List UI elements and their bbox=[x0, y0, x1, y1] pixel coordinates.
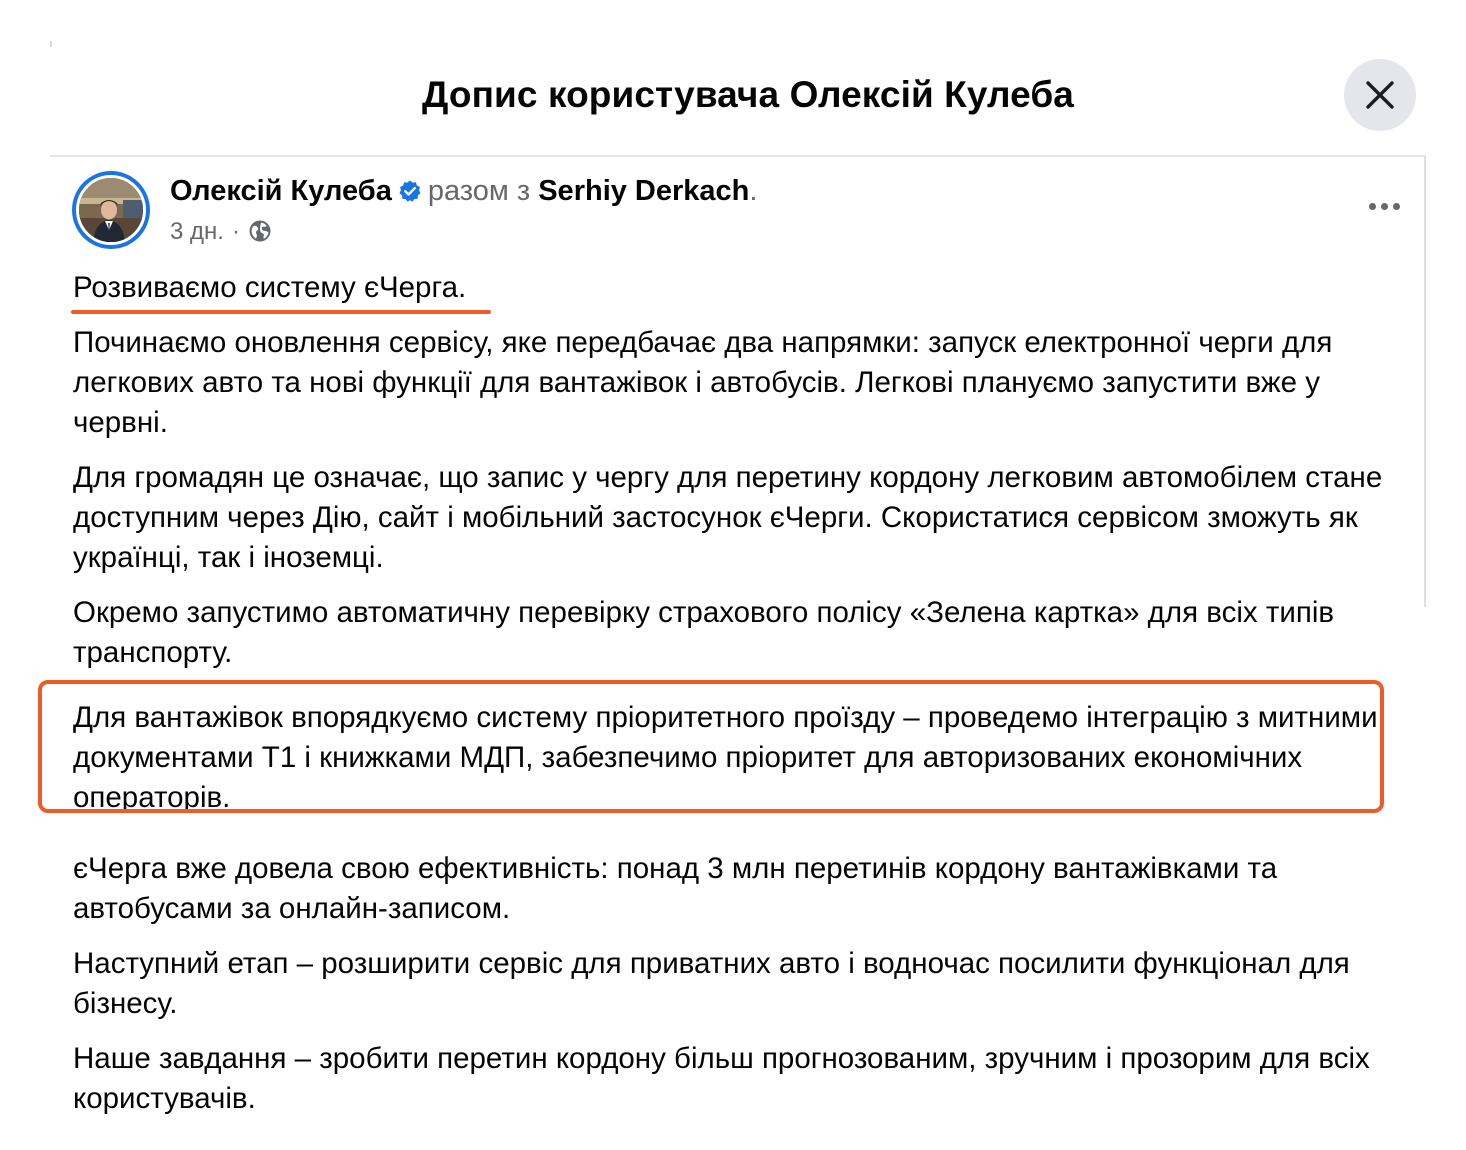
post-paragraph: Починаємо оновлення сервісу, яке передбачає два напрямки: запуск електронної черги для легкових авто та нові функції для вантажівок і автобусів. Легкові плануємо запустити вже у червні. bbox=[73, 326, 1333, 439]
header-period: . bbox=[749, 175, 758, 207]
post-paragraph: Для громадян це означає, що запис у чергу для перетину кордону легковим автомобілем стане доступним через Дію, сайт і мобільний застосунок єЧерги. Скористатися сервісом зможуть як українці, так і іноземці. bbox=[73, 461, 1383, 574]
globe-icon[interactable] bbox=[248, 219, 272, 252]
post-paragraph-highlighted: Для вантажівок впорядкуємо систему пріоритетного проїзду – проведемо інтеграцію з митними документами Т1 і книжками МДП, забезпечимо пріоритет для авторизованих економічних операторів. bbox=[73, 701, 1378, 814]
avatar-photo bbox=[76, 175, 146, 245]
post-heading bbox=[73, 268, 466, 308]
post-heading-paragraph bbox=[73, 268, 1423, 308]
verified-badge-icon bbox=[398, 175, 422, 213]
post-paragraph: єЧерга вже довела свою ефективність: понад 3 млн перетинів кордону вантажівками та автобусами за онлайн-записом. bbox=[73, 852, 1278, 925]
dialog-title: Допис користувача Олексій Кулеба bbox=[421, 74, 1074, 115]
post-heading-text: Розвиваємо систему єЧерга. bbox=[73, 271, 467, 304]
post-paragraph: Окремо запустимо автоматичну перевірку страхового полісу «Зелена картка» для всіх типів транспорту. bbox=[73, 596, 1335, 669]
with-text: разом з bbox=[427, 175, 531, 207]
post-paragraph: Наше завдання – зробити перетин кордону більш прогнозованим, зручним і прозорим для всіх користувачів. bbox=[73, 1042, 1370, 1115]
annotation-underline bbox=[71, 310, 491, 314]
author-avatar[interactable] bbox=[72, 171, 150, 249]
more-options-dot bbox=[1393, 203, 1400, 210]
meta-separator: · bbox=[231, 218, 240, 245]
coauthor-name-link[interactable]: Serhiy Derkach bbox=[538, 175, 750, 207]
close-icon bbox=[1365, 80, 1395, 110]
post-meta bbox=[170, 216, 272, 252]
post-paragraph: Наступний етап – розширити сервіс для приватних авто і водночас посилити функціонал для бізнесу. bbox=[73, 947, 1350, 1020]
post-header bbox=[170, 172, 757, 213]
corner-mark bbox=[50, 41, 52, 47]
more-options-dot bbox=[1381, 203, 1388, 210]
scrollbar-track[interactable] bbox=[1424, 157, 1426, 607]
post-timestamp-link[interactable]: 3 дн. bbox=[170, 218, 224, 245]
more-options-button[interactable] bbox=[1364, 190, 1404, 222]
dialog-divider bbox=[50, 155, 1426, 157]
post-body bbox=[73, 268, 1423, 1134]
more-options-icon bbox=[1369, 203, 1376, 210]
close-button[interactable] bbox=[1344, 59, 1416, 131]
author-name-link[interactable]: Олексій Кулеба bbox=[170, 175, 392, 207]
